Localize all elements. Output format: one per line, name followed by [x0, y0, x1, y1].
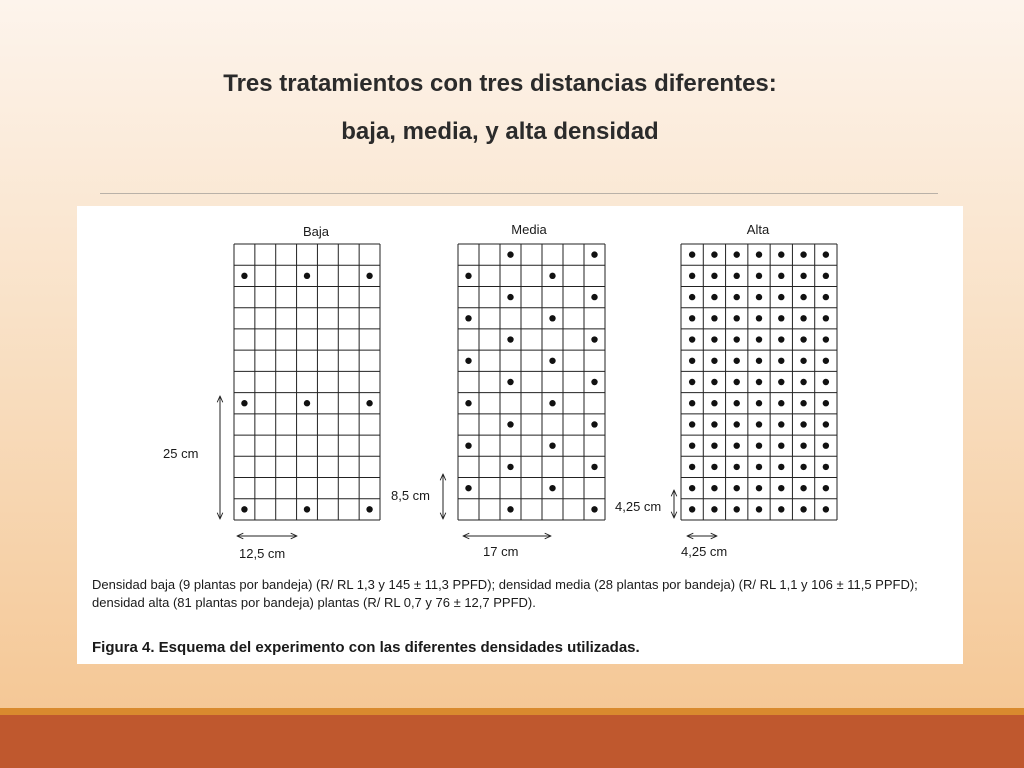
plant-dot: [756, 273, 762, 279]
grid-baja: [234, 244, 380, 520]
plant-dot: [507, 464, 513, 470]
plant-dot: [756, 294, 762, 300]
plant-dot: [465, 315, 471, 321]
plant-dot: [734, 485, 740, 491]
plant-dot: [689, 336, 695, 342]
plant-dot: [241, 506, 247, 512]
plant-dot: [304, 400, 310, 406]
plant-dot: [689, 273, 695, 279]
plant-dot: [778, 442, 784, 448]
plant-dot: [591, 506, 597, 512]
plant-dot: [756, 400, 762, 406]
plant-dot: [734, 421, 740, 427]
plant-dot: [549, 315, 555, 321]
plant-dot: [823, 315, 829, 321]
plant-dot: [800, 336, 806, 342]
slide-title: [0, 60, 1000, 156]
plant-dot: [778, 251, 784, 257]
plant-dot: [549, 273, 555, 279]
plant-dot: [756, 379, 762, 385]
plant-dot: [800, 506, 806, 512]
plant-dot: [800, 358, 806, 364]
grid-alta: [681, 244, 837, 520]
plant-dot: [507, 421, 513, 427]
footer-bar: [0, 715, 1024, 768]
plant-dot: [778, 358, 784, 364]
slide-title-line-1: Tres tratamientos con tres distancias diferentes:: [223, 70, 777, 97]
plant-dot: [689, 358, 695, 364]
baja-vertical-label: 25 cm: [163, 446, 199, 461]
plant-dot: [823, 294, 829, 300]
plant-dot: [734, 358, 740, 364]
plant-dot: [465, 442, 471, 448]
alta-vertical-label: 4,25 cm: [615, 499, 662, 514]
plant-dot: [778, 506, 784, 512]
plant-dot: [689, 464, 695, 470]
plant-dot: [465, 400, 471, 406]
plant-dot: [823, 379, 829, 385]
plant-dot: [241, 400, 247, 406]
plant-dot: [689, 379, 695, 385]
plant-dot: [823, 421, 829, 427]
plant-dot: [689, 315, 695, 321]
plant-dot: [711, 442, 717, 448]
plant-dot: [778, 400, 784, 406]
plant-dot: [711, 294, 717, 300]
plant-dot: [778, 464, 784, 470]
plant-dot: [823, 273, 829, 279]
plant-dot: [465, 358, 471, 364]
figure-title: Figura 4. Esquema del experimento con las diferentes densidades utilizadas.: [92, 639, 640, 656]
plant-dot: [823, 251, 829, 257]
plant-dot: [465, 273, 471, 279]
plant-dot: [778, 379, 784, 385]
title-divider: [100, 193, 938, 194]
plant-dot: [241, 273, 247, 279]
plant-dot: [591, 464, 597, 470]
plant-dot: [549, 442, 555, 448]
plant-dot: [591, 379, 597, 385]
plant-dot: [778, 421, 784, 427]
plant-dot: [756, 315, 762, 321]
plant-dot: [756, 442, 762, 448]
plant-dot: [711, 251, 717, 257]
plant-dot: [591, 251, 597, 257]
plant-dot: [711, 315, 717, 321]
plant-dot: [756, 251, 762, 257]
plant-dot: [591, 336, 597, 342]
plant-dot: [734, 464, 740, 470]
plant-dot: [366, 506, 372, 512]
plant-dot: [711, 273, 717, 279]
plant-dot: [800, 421, 806, 427]
plant-dot: [778, 315, 784, 321]
plant-dot: [800, 273, 806, 279]
plant-dot: [591, 294, 597, 300]
plant-dot: [734, 400, 740, 406]
panel-label-alta: Alta: [746, 222, 770, 237]
panel-label-baja: Baja: [302, 224, 330, 239]
plant-dot: [800, 251, 806, 257]
plant-dot: [800, 400, 806, 406]
plant-dot: [823, 485, 829, 491]
plant-dot: [507, 251, 513, 257]
plant-dot: [689, 251, 695, 257]
plant-dot: [591, 421, 597, 427]
plant-dot: [689, 400, 695, 406]
plant-dot: [507, 336, 513, 342]
plant-dot: [756, 485, 762, 491]
plant-dot: [734, 251, 740, 257]
plant-dot: [734, 294, 740, 300]
plant-dot: [756, 464, 762, 470]
plant-dot: [711, 421, 717, 427]
plant-dot: [549, 485, 555, 491]
plant-dot: [778, 294, 784, 300]
plant-dot: [507, 506, 513, 512]
plant-dot: [823, 336, 829, 342]
plant-dot: [734, 379, 740, 385]
plant-dot: [734, 442, 740, 448]
figure-image: [77, 206, 963, 664]
plant-dot: [823, 464, 829, 470]
panel-label-media: Media: [511, 222, 547, 237]
alta-horizontal-label: 4,25 cm: [681, 544, 728, 559]
plant-dot: [734, 336, 740, 342]
plant-dot: [823, 506, 829, 512]
plant-dot: [689, 506, 695, 512]
footer-accent-bar: [0, 708, 1024, 715]
plant-dot: [689, 485, 695, 491]
plant-dot: [800, 315, 806, 321]
plant-dot: [778, 336, 784, 342]
plant-dot: [366, 400, 372, 406]
grid-media: [458, 244, 605, 520]
plant-dot: [689, 294, 695, 300]
plant-dot: [366, 273, 372, 279]
figure-caption: Densidad baja (9 plantas por bandeja) (R/ RL 1,3 y 145 ± 11,3 PPFD); densidad media (28 plantas por bandeja) (R/ RL 1,1 y 106 ± 11,5 PPFD); densidad alta (81 plantas por bandeja) plantas (R/ RL 0,7 y 76 ± 12,7 PPFD).: [92, 577, 918, 610]
plant-dot: [711, 400, 717, 406]
plant-dot: [800, 485, 806, 491]
media-horizontal-label: 17 cm: [483, 544, 519, 559]
plant-dot: [711, 358, 717, 364]
plant-dot: [800, 379, 806, 385]
baja-horizontal-label: 12,5 cm: [239, 546, 286, 561]
plant-dot: [711, 485, 717, 491]
plant-dot: [689, 442, 695, 448]
plant-dot: [711, 336, 717, 342]
plant-dot: [823, 358, 829, 364]
media-vertical-label: 8,5 cm: [391, 488, 431, 503]
plant-dot: [711, 506, 717, 512]
plant-dot: [304, 273, 310, 279]
plant-dot: [734, 273, 740, 279]
slide-title-line-2: baja, media, y alta densidad: [341, 118, 659, 145]
plant-dot: [778, 485, 784, 491]
density-diagram: [77, 206, 963, 571]
plant-dot: [756, 358, 762, 364]
plant-dot: [507, 379, 513, 385]
plant-dot: [465, 485, 471, 491]
plant-dot: [800, 464, 806, 470]
plant-dot: [756, 336, 762, 342]
plant-dot: [711, 379, 717, 385]
plant-dot: [304, 506, 310, 512]
plant-dot: [711, 464, 717, 470]
plant-dot: [549, 400, 555, 406]
plant-dot: [734, 506, 740, 512]
plant-dot: [756, 506, 762, 512]
plant-dot: [734, 315, 740, 321]
plant-dot: [823, 400, 829, 406]
plant-dot: [549, 358, 555, 364]
plant-dot: [689, 421, 695, 427]
plant-dot: [800, 442, 806, 448]
plant-dot: [756, 421, 762, 427]
plant-dot: [800, 294, 806, 300]
plant-dot: [823, 442, 829, 448]
plant-dot: [778, 273, 784, 279]
plant-dot: [507, 294, 513, 300]
